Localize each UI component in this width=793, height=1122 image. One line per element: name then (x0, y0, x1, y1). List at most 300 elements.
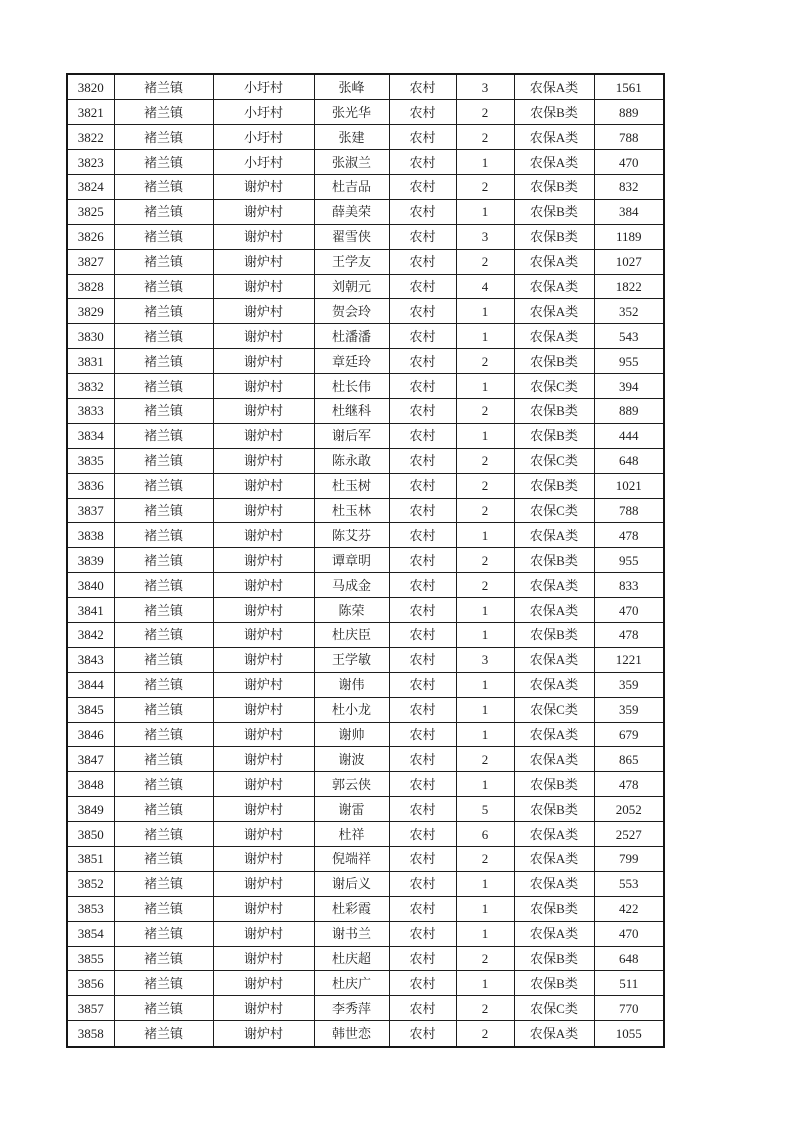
cell-amount: 444 (594, 423, 664, 448)
cell-insurance-category: 农保A类 (514, 324, 594, 349)
cell-insurance-category: 农保A类 (514, 921, 594, 946)
cell-amount: 422 (594, 896, 664, 921)
table-row (67, 622, 664, 647)
cell-serial-number: 3833 (67, 398, 114, 423)
cell-amount: 1561 (594, 74, 664, 100)
cell-residence-type: 农村 (389, 647, 456, 672)
table-body (67, 74, 664, 1047)
cell-residence-type: 农村 (389, 224, 456, 249)
cell-serial-number: 3846 (67, 722, 114, 747)
cell-residence-type: 农村 (389, 199, 456, 224)
cell-name: 杜彩霞 (314, 896, 389, 921)
cell-insurance-category: 农保A类 (514, 672, 594, 697)
cell-town: 褚兰镇 (114, 423, 213, 448)
cell-village: 谢炉村 (213, 374, 314, 399)
cell-town: 褚兰镇 (114, 822, 213, 847)
cell-amount: 833 (594, 573, 664, 598)
cell-serial-number: 3855 (67, 946, 114, 971)
cell-person-count: 1 (456, 423, 514, 448)
cell-amount: 394 (594, 374, 664, 399)
cell-town: 褚兰镇 (114, 797, 213, 822)
cell-name: 王学友 (314, 249, 389, 274)
cell-serial-number: 3853 (67, 896, 114, 921)
cell-residence-type: 农村 (389, 971, 456, 996)
cell-town: 褚兰镇 (114, 921, 213, 946)
cell-amount: 955 (594, 349, 664, 374)
cell-amount: 478 (594, 772, 664, 797)
cell-residence-type: 农村 (389, 423, 456, 448)
cell-amount: 648 (594, 448, 664, 473)
cell-residence-type: 农村 (389, 573, 456, 598)
cell-serial-number: 3824 (67, 174, 114, 199)
cell-name: 杜潘潘 (314, 324, 389, 349)
cell-insurance-category: 农保B类 (514, 622, 594, 647)
cell-residence-type: 农村 (389, 747, 456, 772)
cell-village: 谢炉村 (213, 847, 314, 872)
cell-name: 杜玉林 (314, 498, 389, 523)
cell-town: 褚兰镇 (114, 498, 213, 523)
cell-name: 贺会玲 (314, 299, 389, 324)
cell-name: 谢后义 (314, 871, 389, 896)
cell-serial-number: 3837 (67, 498, 114, 523)
cell-insurance-category: 农保A类 (514, 1021, 594, 1047)
cell-insurance-category: 农保B类 (514, 971, 594, 996)
cell-insurance-category: 农保A类 (514, 747, 594, 772)
table-row (67, 100, 664, 125)
cell-town: 褚兰镇 (114, 598, 213, 623)
cell-person-count: 4 (456, 274, 514, 299)
table-row (67, 448, 664, 473)
cell-serial-number: 3838 (67, 523, 114, 548)
cell-town: 褚兰镇 (114, 573, 213, 598)
table-row (67, 921, 664, 946)
cell-residence-type: 农村 (389, 672, 456, 697)
cell-amount: 770 (594, 996, 664, 1021)
cell-person-count: 2 (456, 548, 514, 573)
table-row (67, 548, 664, 573)
cell-person-count: 1 (456, 921, 514, 946)
cell-insurance-category: 农保B类 (514, 199, 594, 224)
cell-insurance-category: 农保A类 (514, 125, 594, 150)
cell-town: 褚兰镇 (114, 224, 213, 249)
cell-amount: 889 (594, 398, 664, 423)
cell-town: 褚兰镇 (114, 374, 213, 399)
cell-village: 谢炉村 (213, 871, 314, 896)
cell-name: 杜小龙 (314, 697, 389, 722)
cell-serial-number: 3849 (67, 797, 114, 822)
cell-amount: 1221 (594, 647, 664, 672)
cell-insurance-category: 农保A类 (514, 573, 594, 598)
cell-person-count: 2 (456, 448, 514, 473)
cell-name: 陈荣 (314, 598, 389, 623)
table-row (67, 647, 664, 672)
table-row (67, 374, 664, 399)
cell-amount: 359 (594, 697, 664, 722)
cell-person-count: 2 (456, 1021, 514, 1047)
cell-serial-number: 3850 (67, 822, 114, 847)
cell-residence-type: 农村 (389, 473, 456, 498)
cell-town: 褚兰镇 (114, 772, 213, 797)
cell-residence-type: 农村 (389, 772, 456, 797)
cell-village: 谢炉村 (213, 249, 314, 274)
cell-name: 杜继科 (314, 398, 389, 423)
cell-person-count: 2 (456, 125, 514, 150)
table-row (67, 299, 664, 324)
cell-village: 谢炉村 (213, 1021, 314, 1047)
table-row (67, 573, 664, 598)
table-row (67, 971, 664, 996)
cell-person-count: 2 (456, 398, 514, 423)
cell-village: 谢炉村 (213, 299, 314, 324)
cell-serial-number: 3827 (67, 249, 114, 274)
cell-name: 谭章明 (314, 548, 389, 573)
table-row (67, 324, 664, 349)
cell-serial-number: 3844 (67, 672, 114, 697)
cell-serial-number: 3828 (67, 274, 114, 299)
cell-name: 谢波 (314, 747, 389, 772)
cell-name: 谢帅 (314, 722, 389, 747)
cell-serial-number: 3839 (67, 548, 114, 573)
cell-amount: 543 (594, 324, 664, 349)
cell-name: 杜庆臣 (314, 622, 389, 647)
cell-insurance-category: 农保A类 (514, 523, 594, 548)
cell-village: 谢炉村 (213, 224, 314, 249)
cell-name: 谢后军 (314, 423, 389, 448)
cell-serial-number: 3822 (67, 125, 114, 150)
cell-name: 谢伟 (314, 672, 389, 697)
cell-name: 谢雷 (314, 797, 389, 822)
cell-name: 王学敏 (314, 647, 389, 672)
table-row (67, 996, 664, 1021)
cell-town: 褚兰镇 (114, 448, 213, 473)
cell-village: 谢炉村 (213, 349, 314, 374)
cell-person-count: 1 (456, 896, 514, 921)
cell-person-count: 1 (456, 871, 514, 896)
cell-village: 谢炉村 (213, 523, 314, 548)
cell-insurance-category: 农保B类 (514, 548, 594, 573)
cell-serial-number: 3848 (67, 772, 114, 797)
cell-person-count: 6 (456, 822, 514, 847)
cell-amount: 1055 (594, 1021, 664, 1047)
cell-person-count: 2 (456, 573, 514, 598)
cell-name: 马成金 (314, 573, 389, 598)
cell-amount: 1822 (594, 274, 664, 299)
table-row (67, 896, 664, 921)
table-row (67, 822, 664, 847)
cell-amount: 648 (594, 946, 664, 971)
cell-name: 张光华 (314, 100, 389, 125)
cell-town: 褚兰镇 (114, 548, 213, 573)
cell-residence-type: 农村 (389, 822, 456, 847)
cell-town: 褚兰镇 (114, 473, 213, 498)
cell-residence-type: 农村 (389, 498, 456, 523)
cell-insurance-category: 农保A类 (514, 871, 594, 896)
cell-village: 谢炉村 (213, 747, 314, 772)
cell-residence-type: 农村 (389, 697, 456, 722)
cell-amount: 865 (594, 747, 664, 772)
cell-town: 褚兰镇 (114, 697, 213, 722)
cell-village: 谢炉村 (213, 473, 314, 498)
cell-serial-number: 3825 (67, 199, 114, 224)
cell-residence-type: 农村 (389, 448, 456, 473)
cell-serial-number: 3830 (67, 324, 114, 349)
table-row (67, 150, 664, 175)
table-row (67, 199, 664, 224)
insurance-roster-table (66, 73, 665, 1048)
cell-town: 褚兰镇 (114, 74, 213, 100)
cell-village: 谢炉村 (213, 822, 314, 847)
cell-village: 谢炉村 (213, 622, 314, 647)
cell-name: 翟雪侠 (314, 224, 389, 249)
cell-residence-type: 农村 (389, 100, 456, 125)
cell-amount: 384 (594, 199, 664, 224)
cell-insurance-category: 农保A类 (514, 847, 594, 872)
cell-serial-number: 3857 (67, 996, 114, 1021)
cell-town: 褚兰镇 (114, 398, 213, 423)
cell-residence-type: 农村 (389, 174, 456, 199)
cell-insurance-category: 农保B类 (514, 423, 594, 448)
cell-residence-type: 农村 (389, 871, 456, 896)
cell-person-count: 1 (456, 622, 514, 647)
cell-residence-type: 农村 (389, 398, 456, 423)
cell-serial-number: 3858 (67, 1021, 114, 1047)
cell-serial-number: 3835 (67, 448, 114, 473)
cell-person-count: 2 (456, 249, 514, 274)
cell-amount: 359 (594, 672, 664, 697)
cell-town: 褚兰镇 (114, 847, 213, 872)
cell-residence-type: 农村 (389, 249, 456, 274)
cell-insurance-category: 农保A类 (514, 722, 594, 747)
cell-amount: 1189 (594, 224, 664, 249)
cell-person-count: 1 (456, 324, 514, 349)
cell-town: 褚兰镇 (114, 150, 213, 175)
cell-amount: 470 (594, 598, 664, 623)
cell-town: 褚兰镇 (114, 324, 213, 349)
table-row (67, 797, 664, 822)
cell-serial-number: 3820 (67, 74, 114, 100)
cell-amount: 1021 (594, 473, 664, 498)
cell-town: 褚兰镇 (114, 100, 213, 125)
cell-amount: 2052 (594, 797, 664, 822)
cell-village: 谢炉村 (213, 647, 314, 672)
cell-residence-type: 农村 (389, 797, 456, 822)
cell-person-count: 2 (456, 100, 514, 125)
cell-village: 小圩村 (213, 150, 314, 175)
table-row (67, 224, 664, 249)
cell-name: 杜庆超 (314, 946, 389, 971)
cell-person-count: 1 (456, 523, 514, 548)
cell-serial-number: 3852 (67, 871, 114, 896)
cell-residence-type: 农村 (389, 299, 456, 324)
cell-amount: 1027 (594, 249, 664, 274)
cell-village: 谢炉村 (213, 324, 314, 349)
cell-insurance-category: 农保B类 (514, 100, 594, 125)
cell-amount: 470 (594, 921, 664, 946)
cell-town: 褚兰镇 (114, 946, 213, 971)
cell-serial-number: 3831 (67, 349, 114, 374)
cell-name: 薛美荣 (314, 199, 389, 224)
table-row (67, 398, 664, 423)
cell-name: 杜玉树 (314, 473, 389, 498)
cell-town: 褚兰镇 (114, 971, 213, 996)
table-row (67, 946, 664, 971)
cell-name: 张峰 (314, 74, 389, 100)
cell-insurance-category: 农保B类 (514, 797, 594, 822)
cell-person-count: 1 (456, 150, 514, 175)
cell-insurance-category: 农保C类 (514, 498, 594, 523)
cell-insurance-category: 农保B类 (514, 473, 594, 498)
cell-village: 小圩村 (213, 74, 314, 100)
cell-residence-type: 农村 (389, 921, 456, 946)
table-row (67, 249, 664, 274)
cell-village: 小圩村 (213, 125, 314, 150)
cell-person-count: 2 (456, 174, 514, 199)
cell-amount: 470 (594, 150, 664, 175)
cell-insurance-category: 农保A类 (514, 249, 594, 274)
cell-person-count: 3 (456, 74, 514, 100)
table-row (67, 274, 664, 299)
cell-residence-type: 农村 (389, 722, 456, 747)
cell-amount: 788 (594, 498, 664, 523)
cell-insurance-category: 农保C类 (514, 697, 594, 722)
cell-name: 张淑兰 (314, 150, 389, 175)
cell-insurance-category: 农保A类 (514, 74, 594, 100)
cell-residence-type: 农村 (389, 996, 456, 1021)
cell-insurance-category: 农保A类 (514, 299, 594, 324)
cell-person-count: 2 (456, 473, 514, 498)
cell-amount: 889 (594, 100, 664, 125)
cell-amount: 679 (594, 722, 664, 747)
cell-person-count: 5 (456, 797, 514, 822)
cell-amount: 788 (594, 125, 664, 150)
cell-residence-type: 农村 (389, 946, 456, 971)
cell-serial-number: 3856 (67, 971, 114, 996)
cell-village: 谢炉村 (213, 946, 314, 971)
cell-person-count: 2 (456, 349, 514, 374)
cell-town: 褚兰镇 (114, 523, 213, 548)
cell-insurance-category: 农保C类 (514, 996, 594, 1021)
cell-residence-type: 农村 (389, 274, 456, 299)
cell-serial-number: 3845 (67, 697, 114, 722)
cell-village: 谢炉村 (213, 672, 314, 697)
cell-village: 谢炉村 (213, 423, 314, 448)
cell-amount: 955 (594, 548, 664, 573)
cell-town: 褚兰镇 (114, 199, 213, 224)
table-row (67, 523, 664, 548)
cell-town: 褚兰镇 (114, 647, 213, 672)
cell-town: 褚兰镇 (114, 622, 213, 647)
cell-residence-type: 农村 (389, 1021, 456, 1047)
cell-name: 杜祥 (314, 822, 389, 847)
cell-town: 褚兰镇 (114, 996, 213, 1021)
cell-residence-type: 农村 (389, 847, 456, 872)
table-row (67, 672, 664, 697)
cell-residence-type: 农村 (389, 622, 456, 647)
table-row (67, 473, 664, 498)
cell-serial-number: 3841 (67, 598, 114, 623)
cell-amount: 511 (594, 971, 664, 996)
cell-town: 褚兰镇 (114, 249, 213, 274)
cell-name: 张建 (314, 125, 389, 150)
cell-person-count: 1 (456, 722, 514, 747)
cell-insurance-category: 农保B类 (514, 398, 594, 423)
cell-village: 谢炉村 (213, 598, 314, 623)
table-row (67, 871, 664, 896)
table-row (67, 598, 664, 623)
cell-town: 褚兰镇 (114, 896, 213, 921)
cell-residence-type: 农村 (389, 324, 456, 349)
cell-serial-number: 3847 (67, 747, 114, 772)
cell-residence-type: 农村 (389, 349, 456, 374)
cell-village: 谢炉村 (213, 398, 314, 423)
cell-serial-number: 3840 (67, 573, 114, 598)
cell-name: 杜吉品 (314, 174, 389, 199)
cell-serial-number: 3823 (67, 150, 114, 175)
cell-serial-number: 3843 (67, 647, 114, 672)
cell-insurance-category: 农保A类 (514, 274, 594, 299)
cell-residence-type: 农村 (389, 598, 456, 623)
table-row (67, 697, 664, 722)
cell-name: 谢书兰 (314, 921, 389, 946)
cell-name: 章廷玲 (314, 349, 389, 374)
cell-town: 褚兰镇 (114, 871, 213, 896)
cell-serial-number: 3851 (67, 847, 114, 872)
table-row (67, 1021, 664, 1047)
cell-serial-number: 3842 (67, 622, 114, 647)
cell-serial-number: 3821 (67, 100, 114, 125)
cell-insurance-category: 农保B类 (514, 174, 594, 199)
cell-insurance-category: 农保B类 (514, 772, 594, 797)
cell-town: 褚兰镇 (114, 274, 213, 299)
cell-insurance-category: 农保B类 (514, 896, 594, 921)
cell-person-count: 2 (456, 847, 514, 872)
cell-amount: 352 (594, 299, 664, 324)
cell-name: 陈艾芬 (314, 523, 389, 548)
cell-insurance-category: 农保A类 (514, 647, 594, 672)
cell-village: 谢炉村 (213, 896, 314, 921)
table-row (67, 125, 664, 150)
cell-amount: 478 (594, 622, 664, 647)
cell-village: 谢炉村 (213, 448, 314, 473)
cell-serial-number: 3826 (67, 224, 114, 249)
cell-village: 谢炉村 (213, 498, 314, 523)
cell-village: 谢炉村 (213, 921, 314, 946)
cell-name: 李秀萍 (314, 996, 389, 1021)
cell-village: 谢炉村 (213, 274, 314, 299)
cell-person-count: 1 (456, 598, 514, 623)
cell-town: 褚兰镇 (114, 299, 213, 324)
table-row (67, 423, 664, 448)
cell-town: 褚兰镇 (114, 349, 213, 374)
cell-person-count: 1 (456, 199, 514, 224)
cell-person-count: 1 (456, 374, 514, 399)
table-row (67, 174, 664, 199)
cell-town: 褚兰镇 (114, 672, 213, 697)
cell-village: 谢炉村 (213, 772, 314, 797)
cell-person-count: 2 (456, 946, 514, 971)
cell-residence-type: 农村 (389, 896, 456, 921)
cell-person-count: 2 (456, 996, 514, 1021)
cell-residence-type: 农村 (389, 150, 456, 175)
cell-serial-number: 3854 (67, 921, 114, 946)
cell-village: 谢炉村 (213, 996, 314, 1021)
cell-insurance-category: 农保A类 (514, 150, 594, 175)
cell-village: 谢炉村 (213, 573, 314, 598)
cell-town: 褚兰镇 (114, 125, 213, 150)
cell-person-count: 1 (456, 772, 514, 797)
cell-residence-type: 农村 (389, 548, 456, 573)
cell-serial-number: 3829 (67, 299, 114, 324)
